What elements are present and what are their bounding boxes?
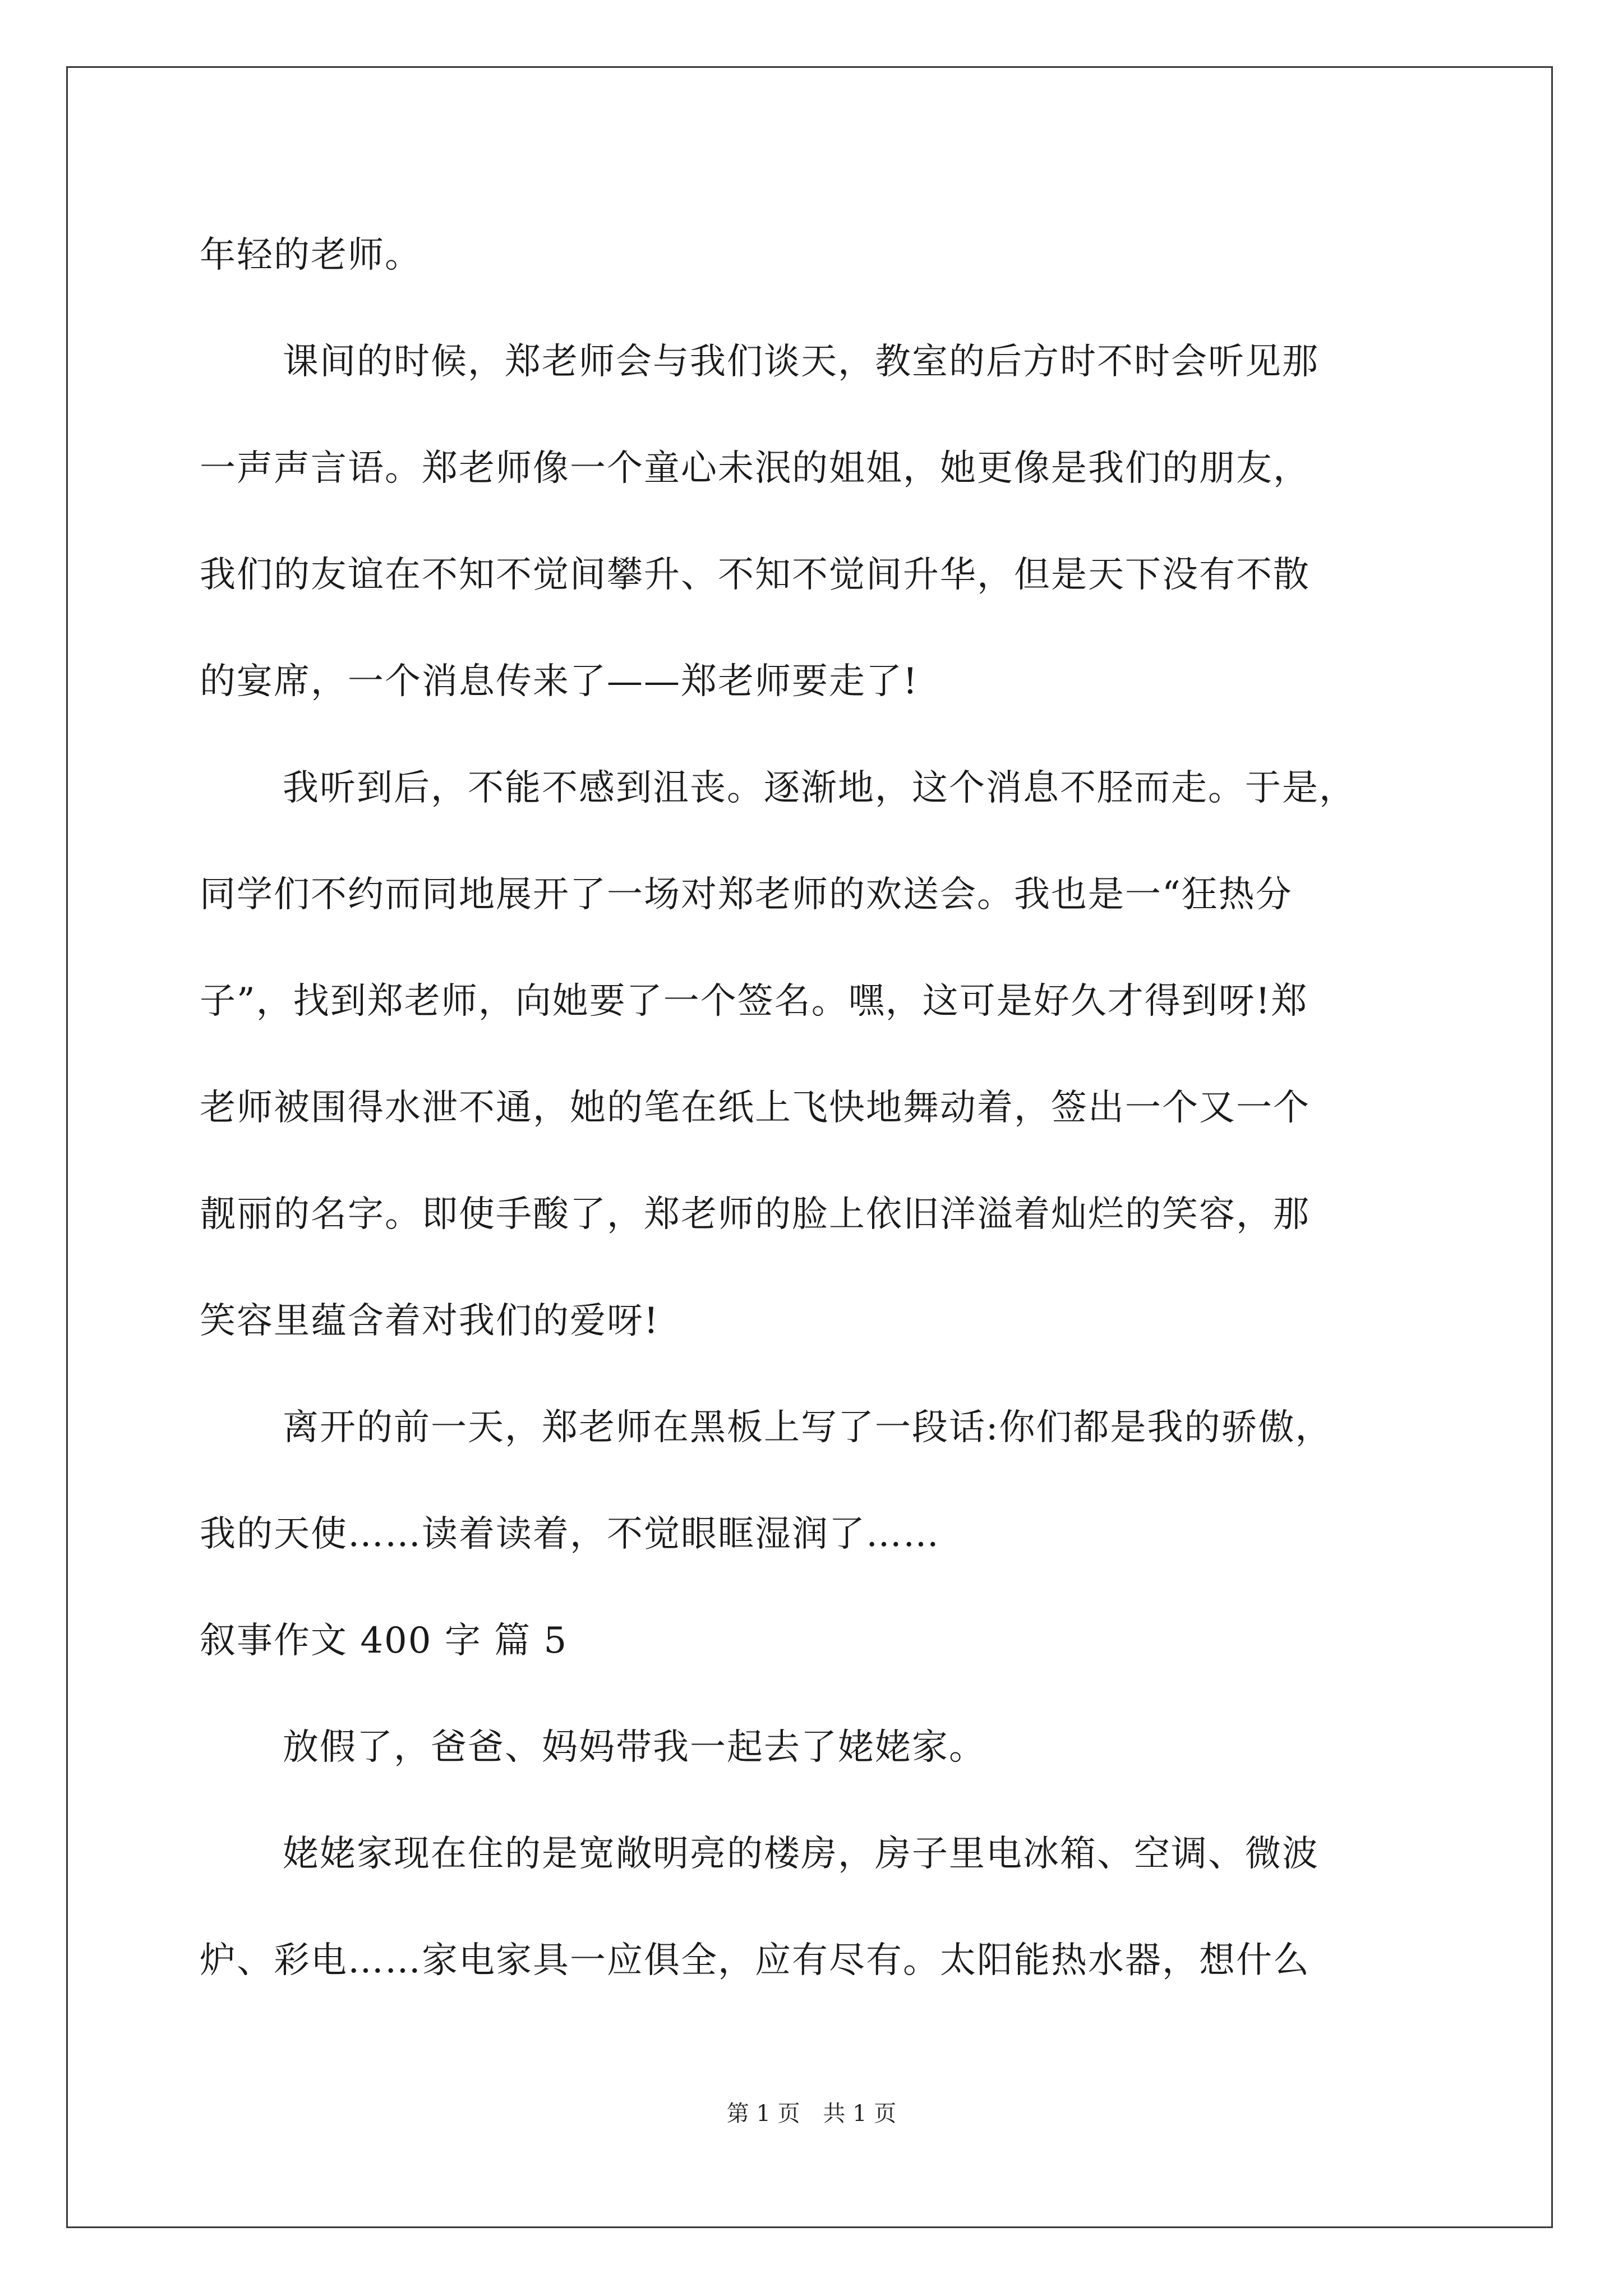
text-line: 靓丽的名字。即使手酸了，郑老师的脸上依旧洋溢着灿烂的笑容，那 — [200, 1194, 1310, 1235]
text-line: 我的天使……读着读着，不觉眼眶湿润了…… — [200, 1513, 940, 1555]
section-heading: 叙事作文 400 字 篇 5 — [200, 1620, 568, 1662]
paragraph-start-line: 课间的时候，郑老师会与我们谈天，教室的后方时不时会听见那 — [283, 341, 1319, 383]
text-line: 的宴席，一个消息传来了——郑老师要走了! — [200, 661, 919, 702]
text-line: 炉、彩电……家电家具一应俱全，应有尽有。太阳能热水器，想什么 — [200, 1940, 1310, 1981]
text-line: 老师被围得水泄不通，她的笔在纸上飞快地舞动着，签出一个又一个 — [200, 1087, 1310, 1129]
paragraph-start-line: 姥姥家现在住的是宽敞明亮的楼房，房子里电冰箱、空调、微波 — [283, 1833, 1319, 1875]
text-line: 同学们不约而同地展开了一场对郑老师的欢送会。我也是一“狂热分 — [200, 874, 1293, 915]
text-line: 笑容里蕴含着对我们的爱呀! — [200, 1300, 660, 1342]
document-body — [200, 202, 1459, 2014]
page-number: 第 1 页 — [726, 2101, 800, 2127]
text-line: 一声声言语。郑老师像一个童心未泯的姐姐，她更像是我们的朋友， — [200, 448, 1310, 489]
page-total: 共 1 页 — [823, 2101, 897, 2127]
text-line: 子”，找到郑老师，向她要了一个签名。嘿，这可是好久才得到呀!郑 — [200, 981, 1308, 1022]
paragraph-start-line: 离开的前一天，郑老师在黑板上写了一段话:你们都是我的骄傲， — [283, 1407, 1332, 1448]
paragraph-start-line: 放假了，爸爸、妈妈带我一起去了姥姥家。 — [283, 1727, 986, 1768]
text-line: 年轻的老师。 — [200, 234, 422, 276]
text-line: 我们的友谊在不知不觉间攀升、不知不觉间升华，但是天下没有不散 — [200, 554, 1310, 596]
paragraph-start-line: 我听到后，不能不感到沮丧。逐渐地，这个消息不胫而走。于是， — [283, 767, 1356, 809]
page-footer — [0, 2096, 1623, 2128]
